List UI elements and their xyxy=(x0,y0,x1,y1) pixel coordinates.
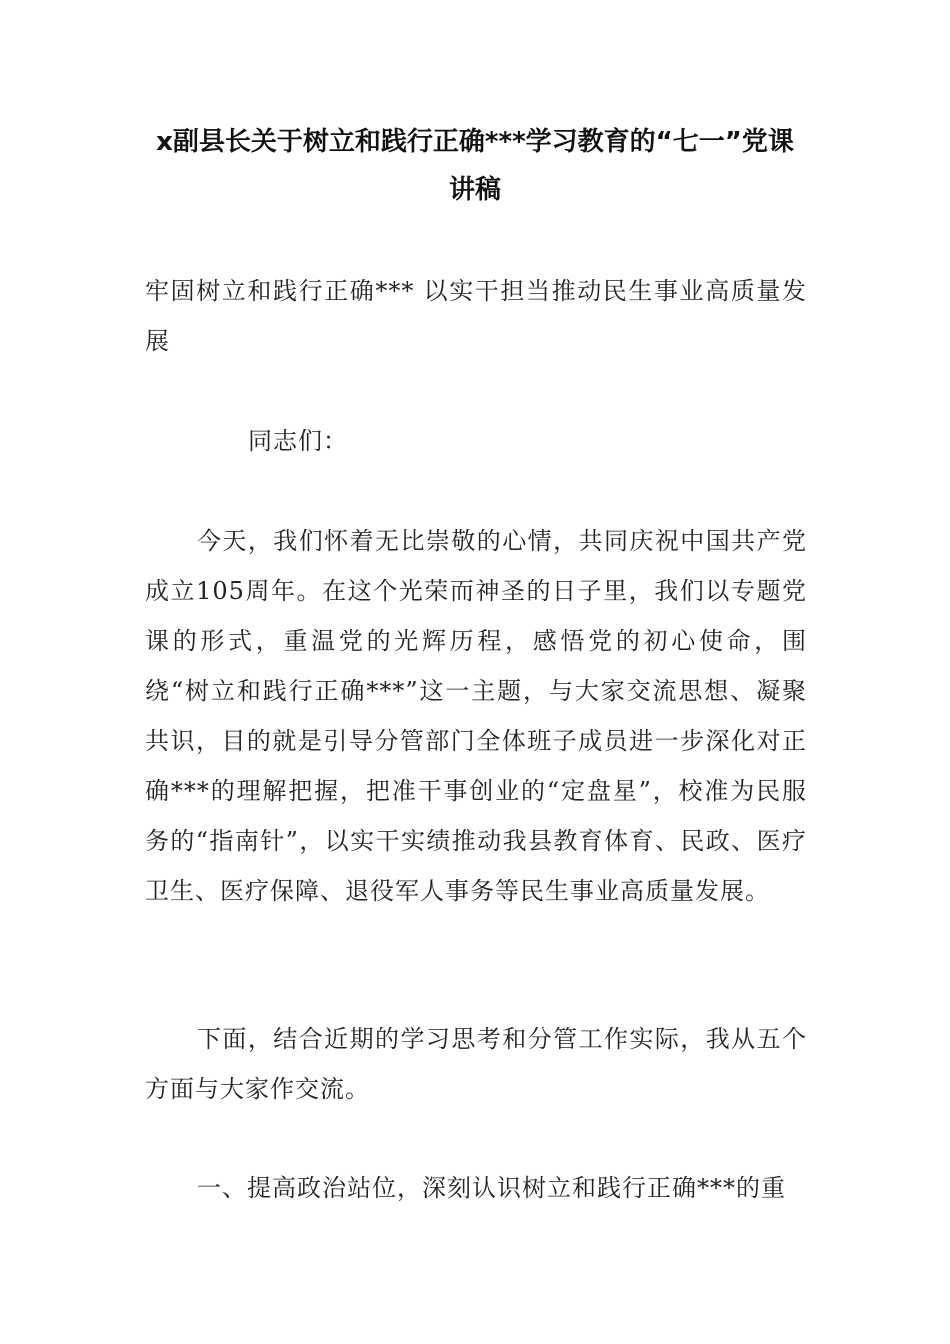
section-heading-1: 一、提高政治站位，深刻认识树立和践行正确***的重 xyxy=(197,1174,786,1202)
paragraph-outline: 下面，结合近期的学习思考和分管工作实际，我从五个方面与大家作交流。 xyxy=(145,1025,807,1103)
document-title: x副县长关于树立和践行正确***学习教育的“七一”党课讲稿 xyxy=(156,127,794,205)
paragraph-intro: 今天，我们怀着无比崇敬的心情，共同庆祝中国共产党成立105周年。在这个光荣而神圣的日子里，我们以专题党课的形式，重温党的光辉历程，感悟党的初心使命，围绕“树立和践行正确***”这一主题，与大家交流思想、凝聚共识，目的就是引导分管部门全体班子成员进一步深化对正确***的理解把握，把准干事创业的“定盘星”，校准为民服务的“指南针”，以实干实绩推动我县教育体育、民政、医疗卫生、医疗保障、退役军人事务等民生事业高质量发展。 xyxy=(145,527,807,905)
document-subtitle: 牢固树立和践行正确*** 以实干担当推动民生事业高质量发展 xyxy=(145,277,807,355)
greeting: 同志们： xyxy=(248,427,348,455)
